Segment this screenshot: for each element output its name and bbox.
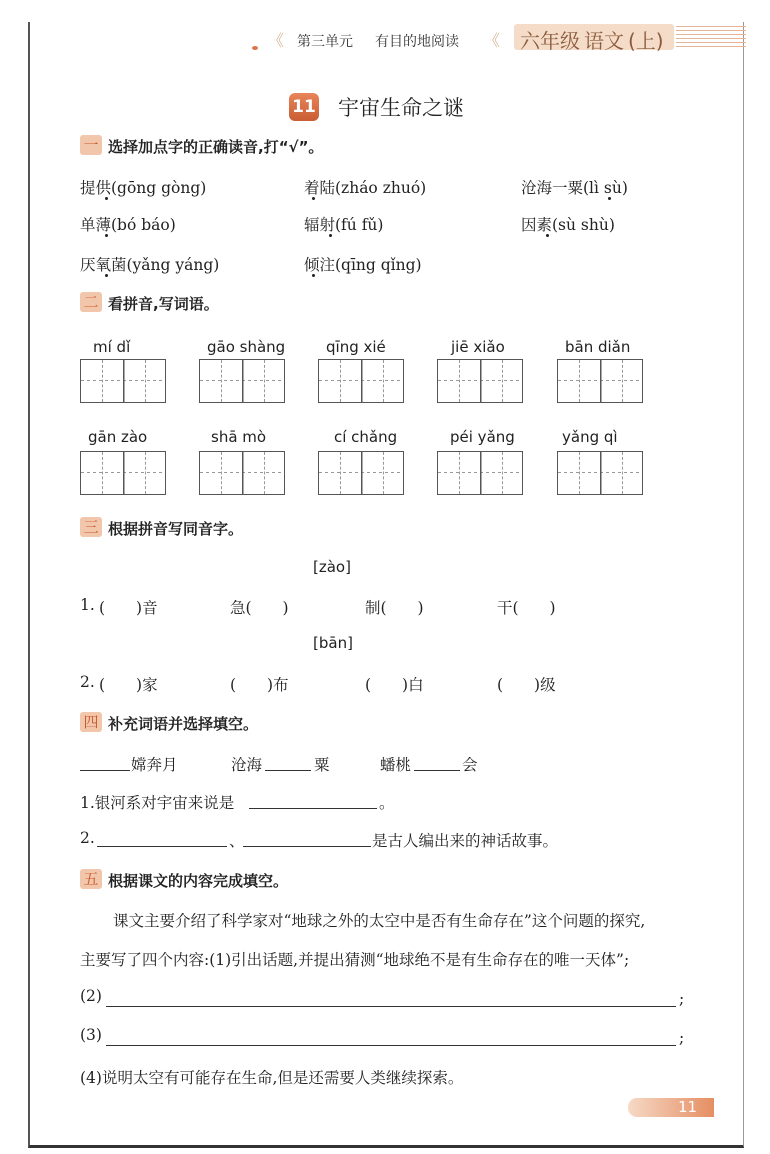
line-1-b: 急( ) bbox=[230, 599, 289, 617]
writing-box[interactable] bbox=[557, 359, 643, 403]
section-5-title: 根据课文的内容完成填空。 bbox=[108, 872, 289, 890]
item-1-1: 提供(gōng gòng) bbox=[80, 179, 207, 197]
answer-line[interactable] bbox=[106, 1045, 676, 1046]
writing-box[interactable] bbox=[318, 359, 404, 403]
pinyin-2-3: qīng xié bbox=[326, 338, 386, 356]
pinyin-zao: [zào] bbox=[313, 558, 351, 576]
line-1-a: ( )音 bbox=[99, 599, 158, 617]
idiom-1: 嫦奔月 bbox=[131, 756, 178, 774]
pinyin-2-8: cí chǎng bbox=[334, 428, 398, 446]
writing-box[interactable] bbox=[437, 451, 523, 495]
emphasis-dot bbox=[546, 234, 549, 237]
idiom-3-start: 蟠桃 bbox=[380, 756, 412, 774]
writing-box[interactable] bbox=[318, 451, 404, 495]
line-1-c: 制( ) bbox=[365, 599, 424, 617]
header-unit: 第三单元 bbox=[297, 34, 353, 50]
page-number: 11 bbox=[678, 1098, 698, 1116]
line-2-b: ( )布 bbox=[230, 676, 289, 694]
emphasis-dot bbox=[608, 197, 611, 200]
section-2-badge: 二 bbox=[80, 292, 102, 312]
emphasis-dot bbox=[312, 274, 315, 277]
writing-box[interactable] bbox=[437, 359, 523, 403]
idiom-3-end: 会 bbox=[462, 756, 478, 774]
section-1-badge: 一 bbox=[80, 135, 102, 155]
header-term: (上) bbox=[628, 29, 664, 53]
pinyin-2-1: mí dǐ bbox=[93, 338, 131, 356]
header-grade: 六年级 bbox=[520, 29, 580, 53]
pinyin-2-7: shā mò bbox=[211, 428, 267, 446]
emphasis-dot bbox=[105, 234, 108, 237]
emphasis-dot bbox=[329, 234, 332, 237]
fill-q1-end: 。 bbox=[379, 794, 395, 812]
line-2-a: ( )家 bbox=[99, 676, 158, 694]
section-1-title: 选择加点字的正确读音,打“√”。 bbox=[108, 138, 324, 156]
fill-q2: 2. bbox=[80, 829, 95, 847]
idiom-2-end: 粟 bbox=[314, 756, 330, 774]
header-subject: 语文 bbox=[584, 29, 624, 53]
paragraph-item-3: (3) bbox=[80, 1026, 102, 1044]
blank-line[interactable] bbox=[249, 808, 377, 809]
paragraph-item-2-end: ; bbox=[679, 990, 685, 1008]
page-number-badge bbox=[628, 1098, 714, 1117]
item-1-6: 因素(sù shù) bbox=[521, 216, 615, 234]
lesson-title: 宇宙生命之谜 bbox=[338, 96, 464, 120]
emphasis-dot bbox=[312, 197, 315, 200]
blank-line[interactable] bbox=[265, 770, 311, 771]
emphasis-dot bbox=[105, 274, 108, 277]
fill-q2-sep: 、 bbox=[229, 832, 245, 850]
lesson-number-badge: 11 bbox=[289, 93, 319, 121]
writing-box[interactable] bbox=[80, 359, 166, 403]
header-stripes bbox=[676, 26, 746, 48]
item-1-2: 着陆(zháo zhuó) bbox=[304, 179, 427, 197]
answer-line[interactable] bbox=[106, 1006, 676, 1007]
header-marker-left: 《 bbox=[268, 31, 285, 50]
item-1-7: 厌氧菌(yǎng yáng) bbox=[80, 256, 220, 274]
pinyin-2-6: gān zào bbox=[88, 428, 148, 446]
paragraph-line-1: 课文主要介绍了科学家对“地球之外的太空中是否有生命存在”这个问题的探究, bbox=[113, 912, 646, 930]
line-2-d: ( )级 bbox=[497, 676, 556, 694]
line-2-num: 2. bbox=[80, 673, 95, 691]
line-2-c: ( )白 bbox=[365, 676, 424, 694]
item-1-3: 沧海一粟(lì sù) bbox=[521, 179, 628, 197]
blank-line[interactable] bbox=[80, 770, 130, 771]
item-1-4: 单薄(bó báo) bbox=[80, 216, 176, 234]
paragraph-item-2: (2) bbox=[80, 987, 102, 1005]
blank-line[interactable] bbox=[97, 846, 227, 847]
fill-q2-end: 是古人编出来的神话故事。 bbox=[372, 832, 559, 850]
writing-box[interactable] bbox=[80, 451, 166, 495]
item-1-8: 倾注(qīng qǐng) bbox=[304, 256, 422, 274]
paragraph-item-4: (4)说明太空有可能存在生命,但是还需要人类继续探索。 bbox=[80, 1069, 464, 1087]
section-4-badge: 四 bbox=[80, 712, 102, 732]
section-4-title: 补充词语并选择填空。 bbox=[108, 715, 259, 733]
writing-box[interactable] bbox=[199, 359, 285, 403]
pinyin-ban: [bān] bbox=[313, 634, 353, 652]
header-dot bbox=[252, 46, 258, 50]
section-2-title: 看拼音,写词语。 bbox=[108, 295, 219, 313]
emphasis-dot bbox=[105, 197, 108, 200]
writing-box[interactable] bbox=[557, 451, 643, 495]
pinyin-2-4: jiē xiǎo bbox=[451, 338, 505, 356]
pinyin-2-10: yǎng qì bbox=[562, 428, 618, 446]
line-1-num: 1. bbox=[80, 596, 95, 614]
paragraph-item-3-end: ; bbox=[679, 1029, 685, 1047]
pinyin-2-2: gāo shàng bbox=[207, 338, 286, 356]
line-1-d: 干( ) bbox=[497, 599, 556, 617]
paragraph-line-2: 主要写了四个内容:(1)引出话题,并提出猜测“地球绝不是有生命存在的唯一天体”; bbox=[80, 951, 630, 969]
section-5-badge: 五 bbox=[80, 869, 102, 889]
idiom-2-start: 沧海 bbox=[231, 756, 263, 774]
item-1-5: 辐射(fú fǔ) bbox=[304, 216, 384, 234]
pinyin-2-5: bān diǎn bbox=[565, 338, 631, 356]
header-topic: 有目的地阅读 bbox=[375, 34, 459, 50]
section-3-title: 根据拼音写同音字。 bbox=[108, 520, 244, 538]
blank-line[interactable] bbox=[414, 770, 460, 771]
blank-line[interactable] bbox=[243, 846, 371, 847]
section-3-badge: 三 bbox=[80, 517, 102, 537]
pinyin-2-9: péi yǎng bbox=[450, 428, 515, 446]
fill-q1: 1.银河系对宇宙来说是 bbox=[80, 794, 235, 812]
writing-box[interactable] bbox=[199, 451, 285, 495]
header-marker-right: 《 bbox=[484, 31, 501, 50]
